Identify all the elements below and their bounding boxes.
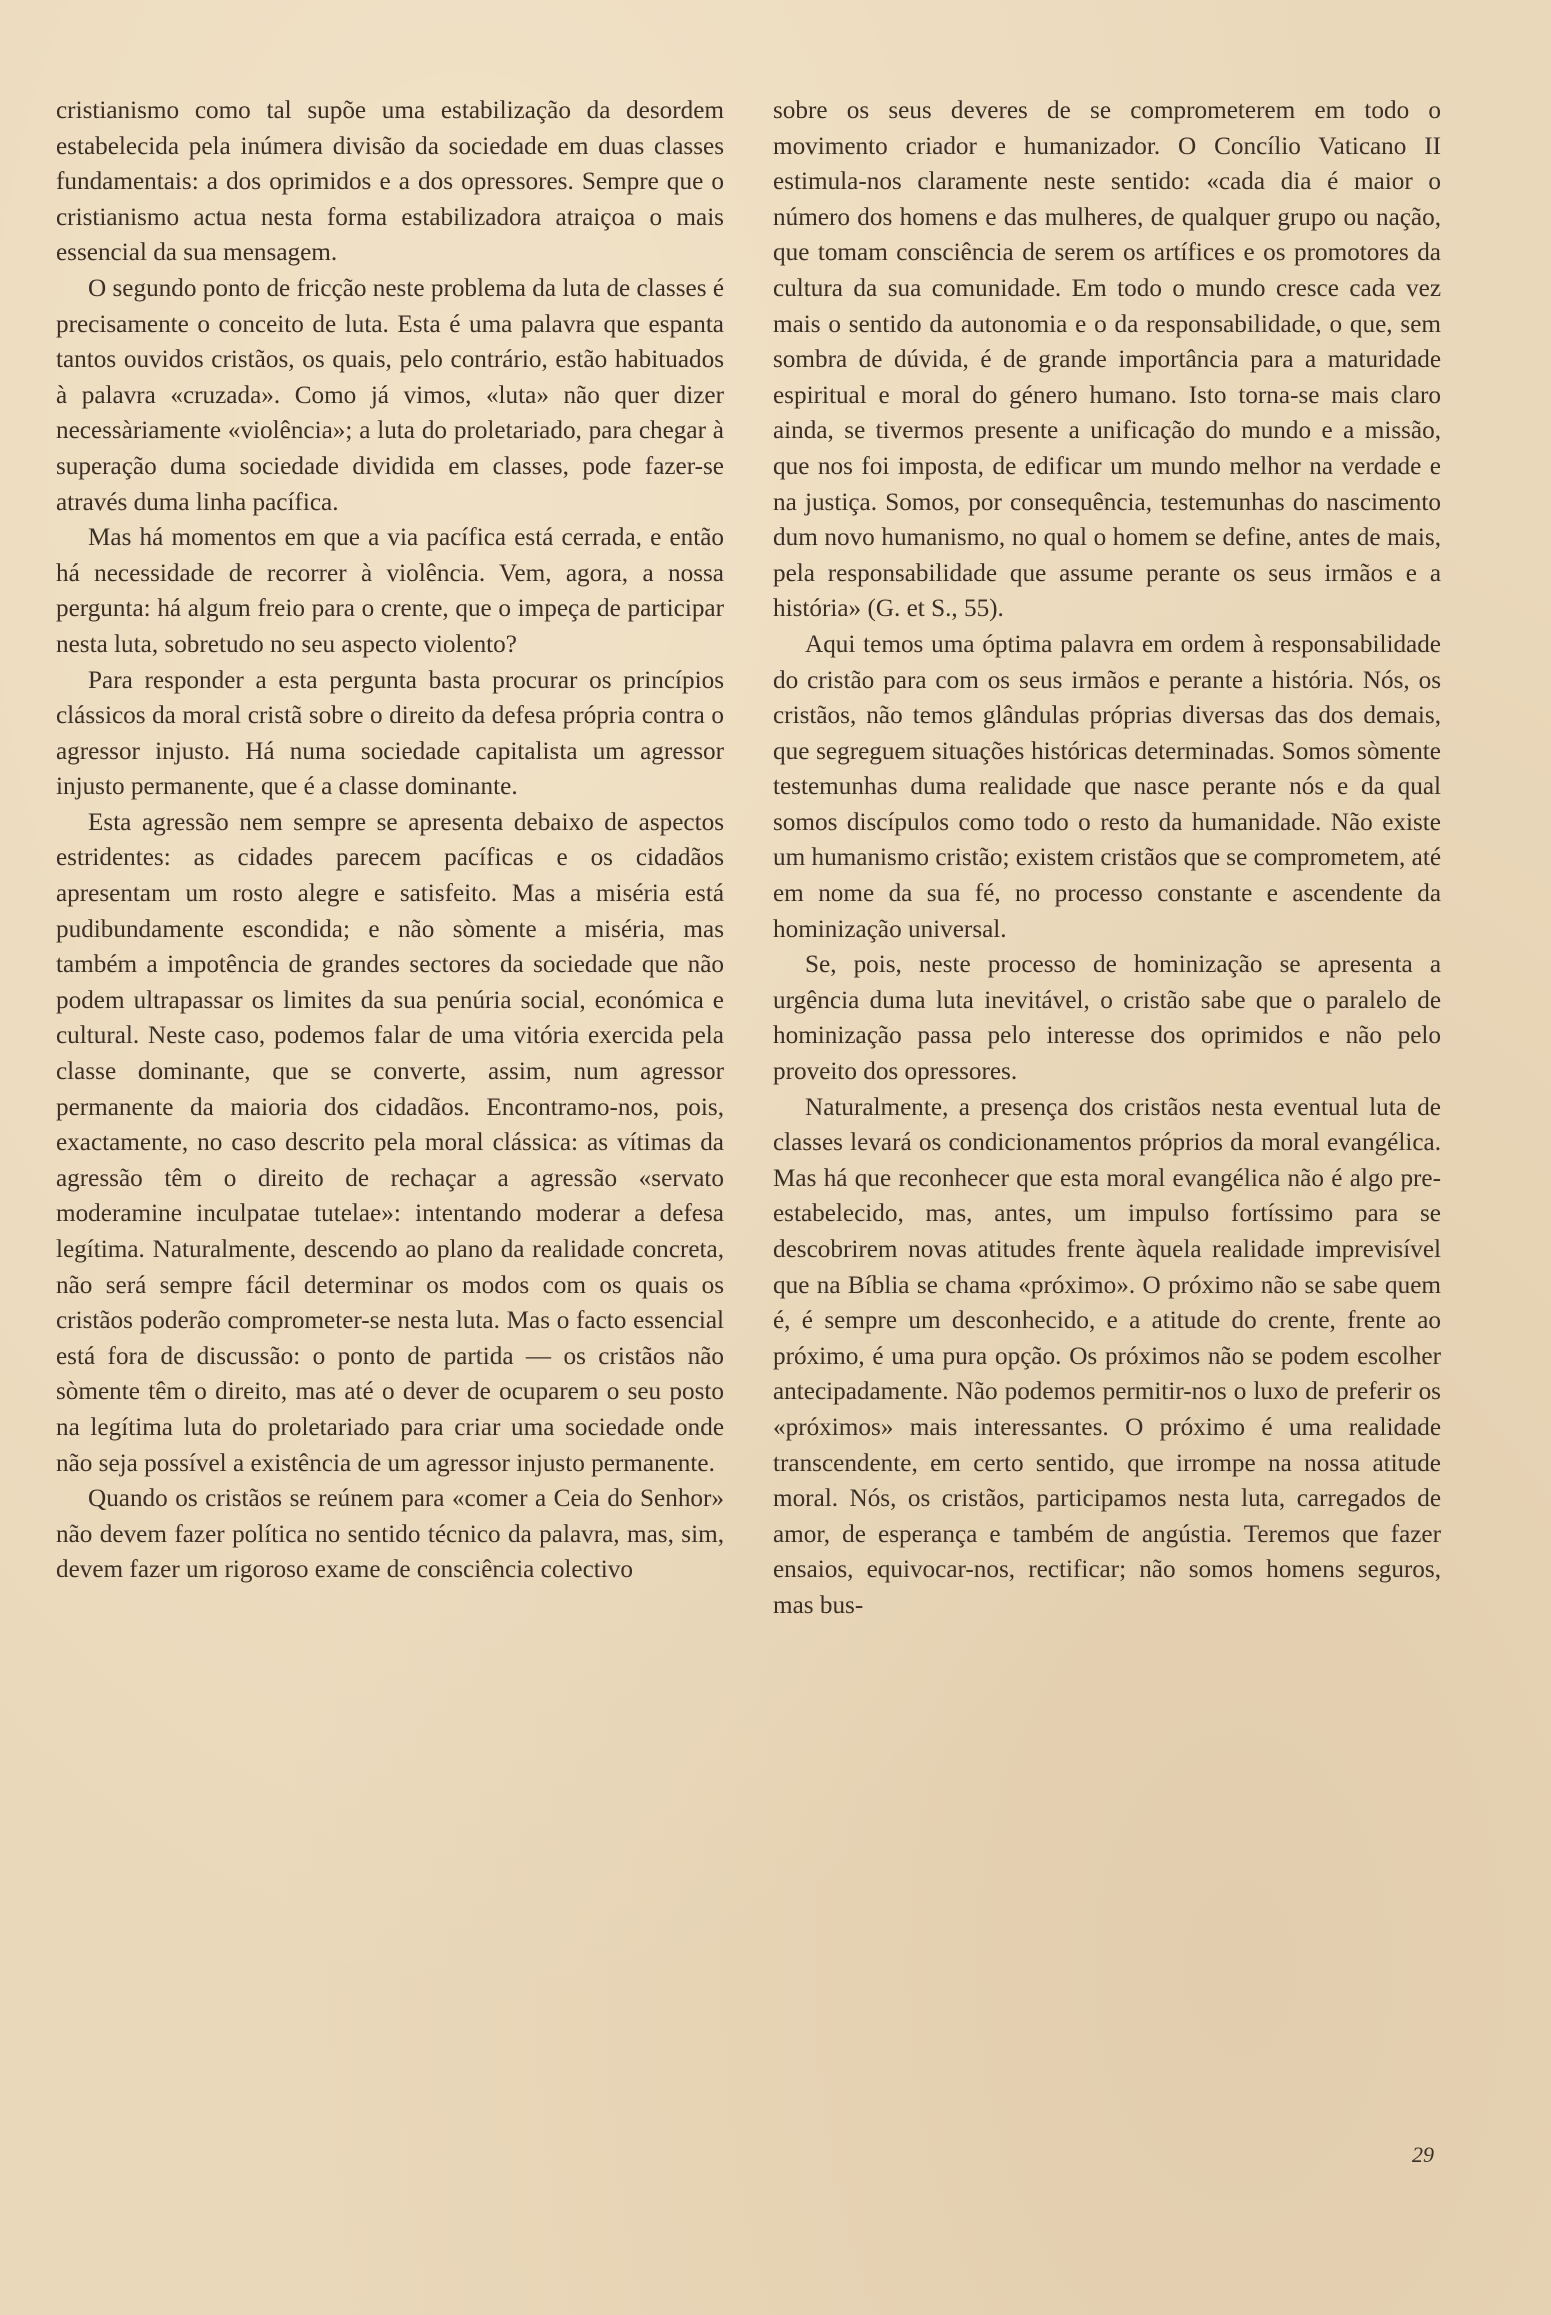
paragraph: Esta agressão nem sempre se apresenta debaixo de aspectos estridentes: as cidades parecem pacíficas e os cidadãos apresentam um rosto alegre e satisfeito. Mas a miséria está pudibundamente escondida; e não sòmente a miséria, mas também a impotência de grandes sectores da sociedade que não podem ultrapassar os limites da sua penúria social, económica e cultural. Neste caso, podemos falar de uma vitória exercida pela classe dominante, que se converte, assim, num agressor permanente da maioria dos cidadãos. Encontramo-nos, pois, exactamente, no caso descrito pela moral clássica: as vítimas da agressão têm o direito de rechaçar a agressão «servato moderamine inculpatae tutelae»: intentando moderar a defesa legítima. Naturalmente, descendo ao plano da realidade concreta, não será sempre fácil determinar os modos com os quais os cristãos poderão comprometer-se nesta luta. Mas o facto essencial está fora de discussão: o ponto de partida — os cristãos não sòmente têm o direito, mas até o dever de ocuparem o seu posto na legítima luta do proletariado para criar uma sociedade onde não seja possível a existência de um agressor injusto permanente. (56, 808, 724, 1477)
paragraph: Mas há momentos em que a via pacífica está cerrada, e então há necessidade de recorrer à violência. Vem, agora, a nossa pergunta: há algum freio para o crente, que o impeça de participar nesta luta, sobretudo no seu aspecto violento? (56, 524, 724, 658)
paragraph: Naturalmente, a presença dos cristãos nesta eventual luta de classes levará os condicionamentos próprios da moral evangélica. Mas há que reconhecer que esta moral evangélica não é algo pre-estabelecido, mas, antes, um impulso fortíssimo para se descobrirem novas atitudes frente àquela realidade imprevisível que na Bíblia se chama «próximo». O próximo não se sabe quem é, é sempre um desconhecido, e a atitude do crente, frente ao próximo, é uma pura opção. Os próximos não se podem escolher antecipadamente. Não podemos permitir-nos o luxo de preferir os «próximos» mais interessantes. O próximo é uma realidade transcendente, em certo sentido, que irrompe na nossa atitude moral. Nós, os cristãos, participamos nesta luta, carregados de amor, de esperança e também de angústia. Teremos que fazer ensaios, equivocar-nos, rectificar; não somos homens seguros, mas bus- (773, 1093, 1441, 1619)
paragraph: cristianismo como tal supõe uma estabilização da desordem estabelecida pela inúmera divisão da sociedade em duas classes fundamentais: a dos oprimidos e a dos opressores. Sempre que o cristianismo actua nesta forma estabilizadora atraiçoa o mais essencial da sua mensagem. (56, 97, 724, 267)
paragraph: Quando os cristãos se reúnem para «comer a Ceia do Senhor» não devem fazer política no sentido técnico da palavra, mas, sim, devem fazer um rigoroso exame de consciência colectivo (56, 1485, 724, 1584)
page-number: 29 (1412, 2142, 1434, 2167)
paragraph: Aqui temos uma óptima palavra em ordem à responsabilidade do cristão para com os seus irmãos e perante a história. Nós, os cristãos, não temos glândulas próprias diversas das dos demais, que segreguem situações históricas determinadas. Somos sòmente testemunhas duma realidade que nasce perante nós e da qual somos discípulos como todo o resto da humanidade. Não existe um humanismo cristão; existem cristãos que se comprometem, até em nome da sua fé, no processo constante e ascendente da hominização universal. (773, 630, 1441, 943)
right-text-column (773, 93, 1441, 1624)
paragraph: Para responder a esta pergunta basta procurar os princípios clássicos da moral cristã sobre o direito da defesa própria contra o agressor injusto. Há numa sociedade capitalista um agressor injusto permanente, que é a classe dominante. (56, 666, 724, 801)
paragraph: Se, pois, neste processo de hominização se apresenta a urgência duma luta inevitável, o cristão sabe que o paralelo de hominização passa pelo interesse dos oprimidos e não pelo proveito dos opressores. (773, 951, 1441, 1086)
paragraph: sobre os seus deveres de se comprometerem em todo o movimento criador e humanizador. O Concílio Vaticano II estimula-nos claramente neste sentido: «cada dia é maior o número dos homens e das mulheres, de qualquer grupo ou nação, que tomam consciência de serem os artífices e os promotores da cultura da sua comunidade. Em todo o mundo cresce cada vez mais o sentido da autonomia e o da responsabilidade, o que, sem sombra de dúvida, é de grande importância para a maturidade espiritual e moral do género humano. Isto torna-se mais claro ainda, se tivermos presente a unificação do mundo e a missão, que nos foi imposta, de edificar um mundo melhor na verdade e na justiça. Somos, por consequência, testemunhas do nascimento dum novo humanismo, no qual o homem se define, antes de mais, pela responsabilidade que assume perante os seus irmãos e a história» (G. et S., 55). (773, 97, 1441, 623)
left-text-column (56, 93, 724, 1588)
paragraph: O segundo ponto de fricção neste problema da luta de classes é precisamente o conceito de luta. Esta é uma palavra que espanta tantos ouvidos cristãos, os quais, pelo contrário, estão habituados à palavra «cruzada». Como já vimos, «luta» não quer dizer necessàriamente «violência»; a luta do proletariado, para chegar à superação duma sociedade dividida em classes, pode fazer-se através duma linha pacífica. (56, 274, 724, 516)
